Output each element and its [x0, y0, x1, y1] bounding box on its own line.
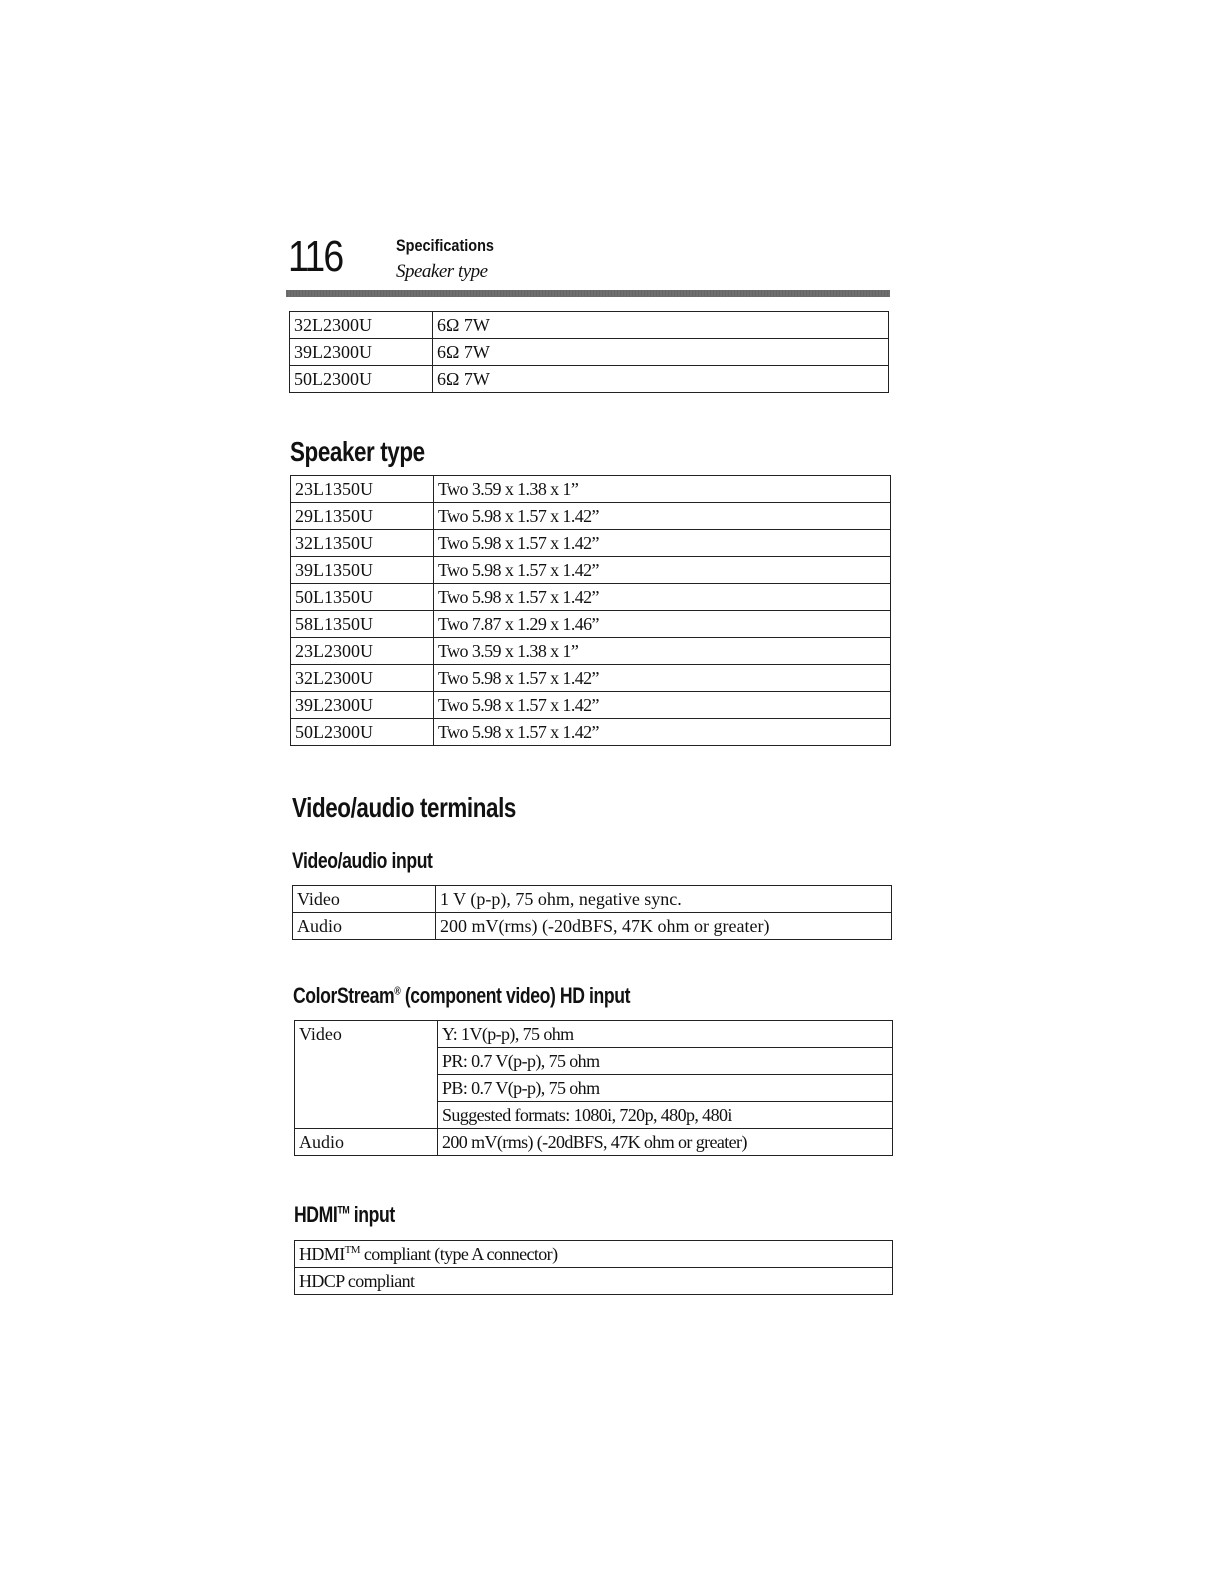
table-row	[291, 503, 891, 530]
value-cell: Two 5.98 x 1.57 x 1.42”	[434, 557, 891, 584]
value-cell: Two 5.98 x 1.57 x 1.42”	[434, 584, 891, 611]
table-row	[295, 1268, 893, 1295]
table-row	[290, 312, 889, 339]
table-row	[291, 719, 891, 746]
header-rule	[286, 290, 890, 297]
video-audio-input-table	[292, 885, 892, 940]
running-section-title: Specifications	[396, 236, 494, 255]
value-cell: Two 3.59 x 1.38 x 1”	[434, 638, 891, 665]
value-cell: Two 5.98 x 1.57 x 1.42”	[434, 719, 891, 746]
value-cell: 6Ω 7W	[433, 312, 889, 339]
table-row	[290, 339, 889, 366]
value-cell: 1 V (p-p), 75 ohm, negative sync.	[436, 886, 892, 913]
model-cell: 29L1350U	[291, 503, 434, 530]
model-cell: 39L1350U	[291, 557, 434, 584]
table-row	[291, 611, 891, 638]
table-row	[295, 1241, 893, 1268]
value-cell: 200 mV(rms) (-20dBFS, 47K ohm or greater)	[436, 913, 892, 940]
trademark-mark: TM	[337, 1204, 350, 1217]
model-cell: 58L1350U	[291, 611, 434, 638]
running-subsection-title: Speaker type	[396, 261, 488, 282]
label-cell: Video	[293, 886, 436, 913]
video-audio-input-heading: Video/audio input	[292, 848, 433, 873]
hdmi-heading-main: HDMI	[294, 1202, 338, 1227]
model-cell: 23L1350U	[291, 476, 434, 503]
value-cell: Y: 1V(p-p), 75 ohm	[438, 1021, 893, 1048]
value-cell: Two 5.98 x 1.57 x 1.42”	[434, 530, 891, 557]
model-cell: 50L2300U	[291, 719, 434, 746]
label-cell: Audio	[293, 913, 436, 940]
hdmi-heading-rest: input	[349, 1202, 395, 1227]
table-row	[293, 913, 892, 940]
value-cell: Two 3.59 x 1.38 x 1”	[434, 476, 891, 503]
speaker-type-heading: Speaker type	[290, 436, 425, 467]
model-cell: 32L2300U	[290, 312, 433, 339]
value-cell: Two 5.98 x 1.57 x 1.42”	[434, 503, 891, 530]
model-cell: 39L2300U	[291, 692, 434, 719]
table-row	[291, 476, 891, 503]
value-cell: HDCP compliant	[295, 1268, 893, 1295]
value-cell: 6Ω 7W	[433, 366, 889, 393]
table-row	[291, 557, 891, 584]
table-row	[291, 530, 891, 557]
label-cell: Audio	[295, 1129, 438, 1156]
speaker-output-table	[289, 311, 889, 393]
speaker-type-table	[290, 475, 891, 746]
terminals-heading: Video/audio terminals	[292, 792, 516, 823]
trademark-mark: TM	[344, 1244, 360, 1256]
value-cell: Two 5.98 x 1.57 x 1.42”	[434, 692, 891, 719]
value-cell	[295, 1241, 893, 1268]
model-cell: 39L2300U	[290, 339, 433, 366]
table-row	[291, 584, 891, 611]
hdmi-row-main: HDMI	[299, 1244, 345, 1264]
table-row	[291, 638, 891, 665]
value-cell: PR: 0.7 V(p-p), 75 ohm	[438, 1048, 893, 1075]
registered-mark: ®	[394, 985, 401, 998]
model-cell: 50L1350U	[291, 584, 434, 611]
table-row	[295, 1021, 893, 1048]
value-cell: 6Ω 7W	[433, 339, 889, 366]
colorstream-heading-rest: (component video) HD input	[400, 983, 631, 1008]
page-number: 116	[288, 232, 343, 281]
colorstream-table	[294, 1020, 893, 1156]
table-row	[293, 886, 892, 913]
label-cell: Video	[295, 1021, 438, 1129]
colorstream-heading	[293, 983, 630, 1009]
model-cell: 50L2300U	[290, 366, 433, 393]
value-cell: Suggested formats: 1080i, 720p, 480p, 480i	[438, 1102, 893, 1129]
model-cell: 23L2300U	[291, 638, 434, 665]
model-cell: 32L1350U	[291, 530, 434, 557]
hdmi-row-rest: compliant (type A connector)	[359, 1244, 558, 1264]
value-cell: PB: 0.7 V(p-p), 75 ohm	[438, 1075, 893, 1102]
table-row	[290, 366, 889, 393]
value-cell: Two 7.87 x 1.29 x 1.46”	[434, 611, 891, 638]
value-cell: 200 mV(rms) (-20dBFS, 47K ohm or greater)	[438, 1129, 893, 1156]
table-row	[291, 665, 891, 692]
table-row	[291, 692, 891, 719]
hdmi-heading	[294, 1202, 395, 1228]
value-cell: Two 5.98 x 1.57 x 1.42”	[434, 665, 891, 692]
colorstream-heading-main: ColorStream	[293, 983, 395, 1008]
hdmi-table	[294, 1240, 893, 1295]
table-row	[295, 1129, 893, 1156]
model-cell: 32L2300U	[291, 665, 434, 692]
